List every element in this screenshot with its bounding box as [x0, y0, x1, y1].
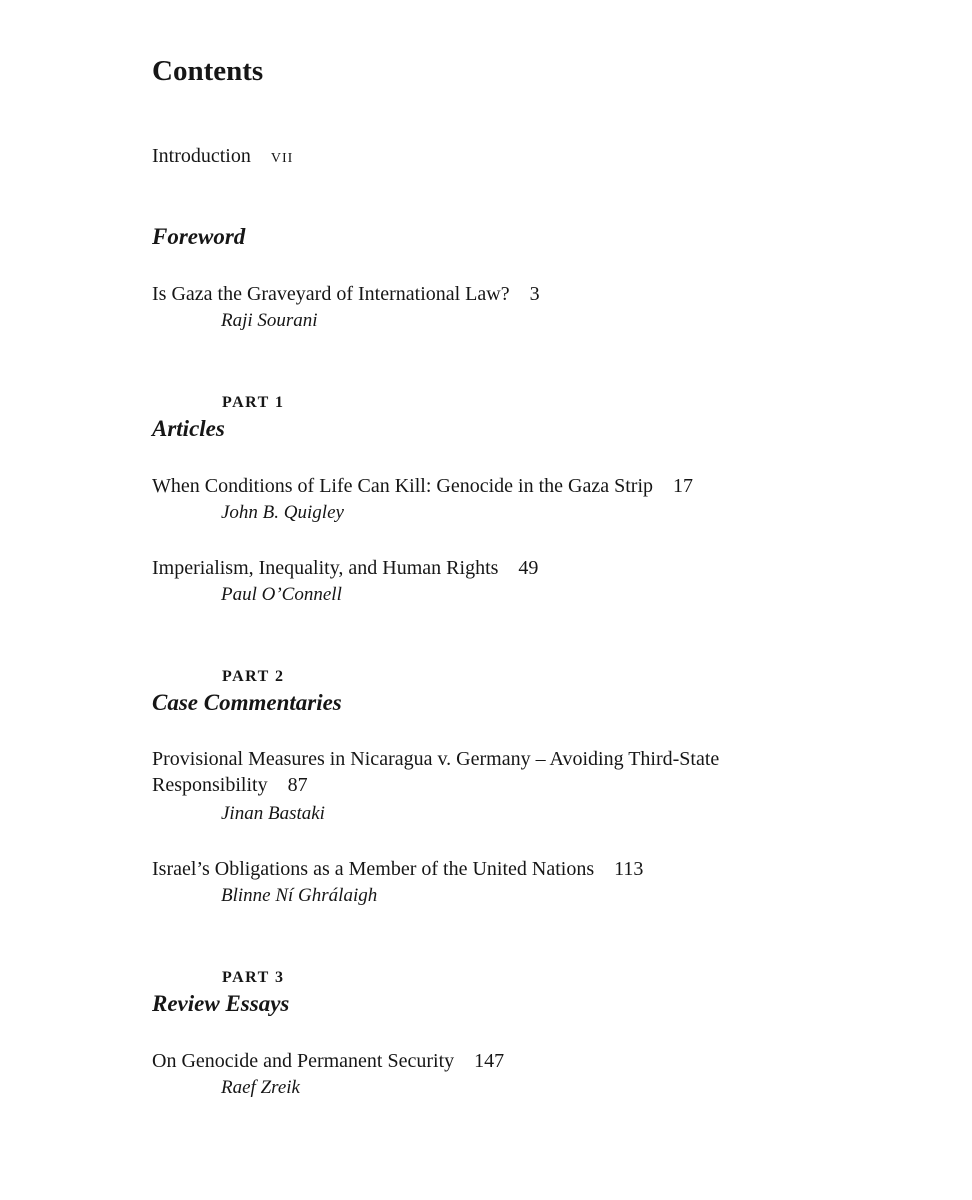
part-label: PART 3 [222, 969, 285, 986]
entry-title: Provisional Measures in Nicaragua v. Germany – Avoiding Third-State Responsibility [152, 748, 720, 796]
entry-page-number: vii [270, 145, 294, 167]
toc-entry[interactable] [152, 1048, 504, 1074]
part-label: PART 1 [222, 394, 285, 411]
toc-entry-introduction[interactable] [152, 143, 293, 169]
entry-title: When Conditions of Life Can Kill: Genocide in the Gaza Strip [152, 475, 653, 497]
entry-page-number: 49 [518, 557, 539, 579]
section-heading-articles: Articles [152, 416, 225, 441]
toc-entry[interactable] [152, 856, 643, 882]
entry-title: Is Gaza the Graveyard of International Law? [152, 283, 510, 305]
entry-author: Raji Sourani [221, 310, 318, 331]
entry-author: John B. Quigley [221, 502, 344, 523]
part-label: PART 2 [222, 668, 285, 685]
toc-entry[interactable] [152, 746, 772, 798]
entry-page-number: 87 [287, 774, 308, 796]
section-heading-review-essays: Review Essays [152, 991, 290, 1016]
entry-page-number: 147 [474, 1050, 505, 1072]
entry-page-number: 113 [614, 858, 644, 880]
entry-page-number: 17 [673, 475, 693, 497]
entry-title: Imperialism, Inequality, and Human Rights [152, 557, 499, 579]
entry-author: Raef Zreik [221, 1077, 300, 1098]
entry-author: Blinne Ní Ghrálaigh [221, 885, 378, 906]
page-title: Contents [152, 55, 264, 87]
entry-author: Jinan Bastaki [221, 803, 325, 824]
entry-title: Introduction [152, 145, 251, 167]
entry-title: Israel’s Obligations as a Member of the United Nations [152, 858, 595, 880]
toc-entry[interactable] [152, 555, 538, 581]
toc-entry[interactable] [152, 473, 693, 499]
toc-entry[interactable] [152, 281, 540, 307]
entry-title: On Genocide and Permanent Security [152, 1050, 455, 1072]
section-heading-foreword: Foreword [152, 224, 246, 249]
entry-author: Paul O’Connell [221, 584, 342, 605]
section-heading-case-commentaries: Case Commentaries [152, 690, 342, 715]
entry-page-number: 3 [529, 283, 540, 305]
